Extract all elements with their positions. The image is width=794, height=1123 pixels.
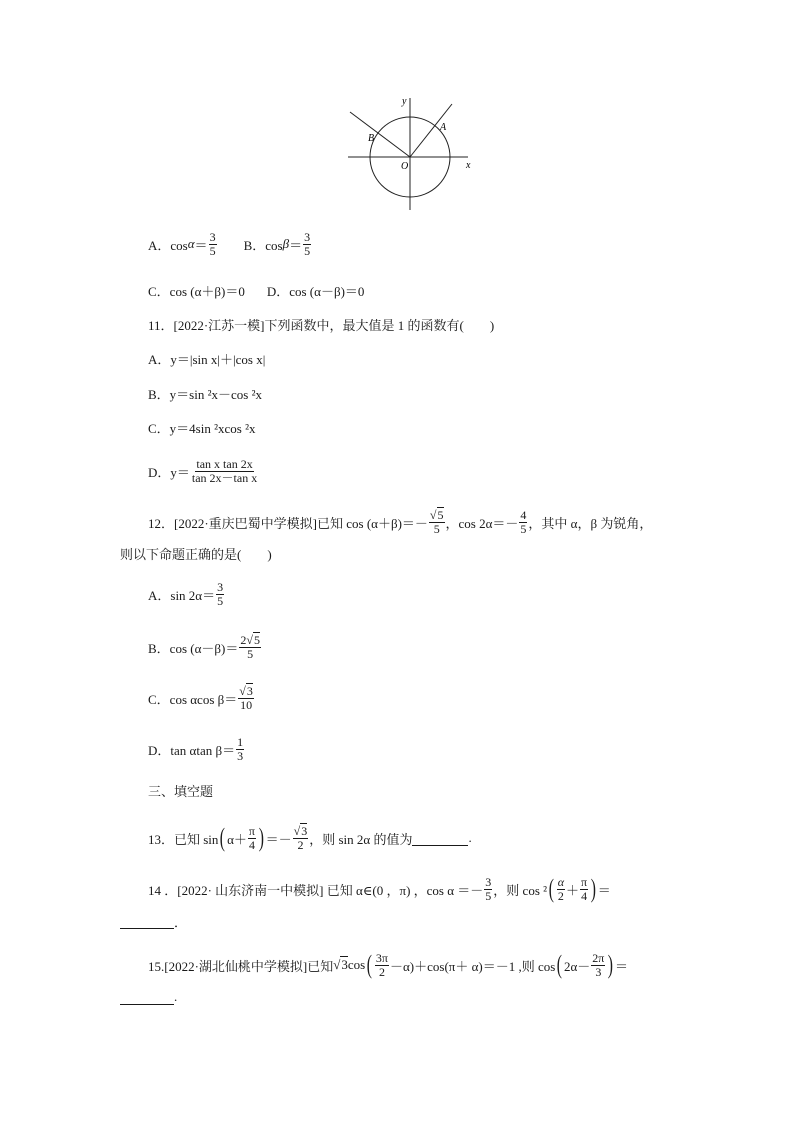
- q10-option-c: C．cos (α＋β)＝0: [148, 283, 245, 299]
- q12-stem-prefix: 12．[2022·重庆巴蜀中学模拟]已知 cos (α＋β)＝－: [148, 515, 428, 531]
- q12-stem-line1: [148, 507, 652, 537]
- denominator: 5: [485, 888, 492, 903]
- radicand: 5: [253, 632, 260, 647]
- left-paren: (: [220, 823, 226, 852]
- q11-option-a: [148, 343, 265, 373]
- q15-prefix: 15.[2022·湖北仙桃中学模拟]已知: [148, 958, 334, 974]
- denominator: 4: [581, 888, 588, 903]
- q11-option-c-text: C．y＝4sin ²xcos ²x: [148, 420, 256, 436]
- q15-end: .: [174, 989, 178, 1004]
- right-paren: ): [590, 874, 597, 903]
- q14-fraction-alpha: [557, 876, 565, 902]
- q10-option-b-var: β: [282, 236, 290, 251]
- q12-option-c-fraction: [238, 685, 254, 711]
- q13-rhs-fraction: [293, 825, 309, 851]
- q15-mid: －α)＋cos(π＋ α)＝－1 ,则 cos: [389, 958, 556, 974]
- q12-stem-fraction2: [519, 509, 527, 535]
- sqrt-sign: √3: [239, 683, 253, 698]
- q10-option-b-eq: ＝: [289, 237, 303, 253]
- denominator: 5: [304, 243, 311, 258]
- numerator: 3: [304, 229, 311, 244]
- radicand: 3: [246, 683, 253, 698]
- numerator: [238, 685, 254, 699]
- sqrt-sign: √5: [246, 632, 260, 647]
- q10-option-a-eq: ＝: [194, 237, 208, 253]
- sqrt-sign: √3: [333, 957, 348, 972]
- q13: [148, 823, 472, 853]
- q15-eq: ＝: [615, 958, 629, 974]
- radicand: 3: [301, 823, 308, 838]
- q12-option-c-prefix: C．cos αcos β＝: [148, 691, 238, 707]
- label-a: A: [440, 122, 447, 133]
- denominator: 3: [237, 748, 244, 763]
- ray-ob: [350, 112, 410, 157]
- q14: [148, 874, 611, 904]
- numerator: [429, 509, 445, 523]
- q10-options-cd: [148, 275, 364, 305]
- left-paren: (: [548, 874, 554, 903]
- q11-option-d-prefix: D．y＝: [148, 464, 190, 480]
- sqrt-sign: √3: [293, 823, 308, 838]
- q12-option-d: [148, 734, 245, 764]
- q12-option-b-prefix: B．cos (α－β)＝: [148, 640, 239, 656]
- label-x: x: [466, 160, 471, 171]
- q12-option-d-fraction: [236, 736, 244, 762]
- section-title-text: 三、填空题: [148, 783, 214, 799]
- q15-answer-blank[interactable]: [120, 990, 174, 1005]
- denominator: 2: [297, 837, 304, 852]
- q12-option-b: [148, 632, 262, 662]
- numerator: [293, 825, 309, 839]
- left-paren: (: [366, 950, 373, 979]
- q12-stem-fraction1: [429, 509, 445, 535]
- q13-inner-fraction: [248, 825, 256, 851]
- q15-fraction-1: [375, 952, 389, 978]
- q15-line2: [120, 982, 177, 1012]
- q11-option-d-fraction: [191, 458, 258, 484]
- q12-option-a-fraction: [216, 581, 224, 607]
- q10-option-b-fraction: [303, 231, 311, 257]
- q14-fraction-pi: [580, 876, 588, 902]
- q10-options-ab: [148, 229, 312, 259]
- numerator: 3: [485, 874, 492, 889]
- numerator: [239, 634, 261, 648]
- q14-prefix: 14 ．[2022· 山东济南一中模拟] 已知 α∈(0 ，π) ，cos α ＝－: [148, 882, 484, 898]
- q13-post: ，则 sin 2α 的值为: [309, 831, 413, 847]
- radicand: 3: [341, 957, 348, 972]
- q13-inner: α＋: [227, 831, 247, 847]
- coefficient: 2: [240, 632, 247, 647]
- denominator: 5: [217, 593, 224, 608]
- q11-option-b: [148, 378, 262, 408]
- q12-option-b-fraction: [239, 634, 261, 660]
- unit-circle-figure: [344, 92, 476, 214]
- q10-option-b-prefix: B．cos: [243, 237, 283, 253]
- label-o: O: [401, 161, 409, 172]
- q15-cos: cos: [347, 957, 366, 972]
- q11-option-b-text: B．y＝sin ²x－cos ²x: [148, 386, 262, 402]
- denominator: tan 2x－tan x: [191, 470, 258, 485]
- denominator: 5: [247, 646, 254, 661]
- sqrt-sign: √5: [429, 507, 444, 522]
- numerator: 1: [237, 734, 244, 749]
- q15: [148, 950, 628, 980]
- denominator: 2: [557, 888, 564, 903]
- q12-option-c: [148, 683, 255, 713]
- q11-stem: [148, 309, 494, 339]
- numerator: tan x tan 2x: [196, 456, 253, 471]
- denominator: 10: [240, 697, 253, 712]
- q12-option-a: [148, 579, 225, 609]
- numerator: π: [581, 874, 588, 889]
- q14-mid: ，则 cos ²: [493, 882, 548, 898]
- q13-answer-blank[interactable]: [412, 831, 468, 846]
- q12-stem-post: ，其中 α，β 为锐角，: [528, 515, 653, 531]
- q13-prefix: 13．已知 sin: [148, 831, 219, 847]
- q12-stem-mid: ，cos 2α＝－: [445, 515, 519, 531]
- section-fill-in-title: [148, 775, 213, 805]
- right-paren: ): [258, 823, 264, 852]
- denominator: 5: [520, 521, 527, 536]
- q12-option-a-prefix: A．sin 2α＝: [148, 587, 216, 603]
- q12-option-d-prefix: D．tan αtan β＝: [148, 742, 236, 758]
- q14-answer-blank[interactable]: [120, 914, 174, 929]
- denominator: 5: [433, 521, 440, 536]
- numerator: 3π: [375, 950, 388, 965]
- left-paren-2: (: [557, 950, 563, 979]
- q13-eq: ＝－: [265, 831, 292, 847]
- q10-option-a-prefix: A．cos: [148, 237, 188, 253]
- q11-stem-text: 11．[2022·江苏一模]下列函数中，最大值是 1 的函数有( ): [148, 317, 495, 333]
- q11-option-a-text: A．y＝|sin x|＋|cos x|: [148, 351, 266, 367]
- label-b: B: [368, 133, 375, 144]
- q13-end: .: [468, 830, 472, 845]
- q14-end: ．: [174, 914, 188, 930]
- denominator: 5: [209, 243, 216, 258]
- q11-option-c: [148, 412, 255, 442]
- label-y: y: [402, 96, 407, 107]
- numerator: π: [248, 823, 255, 838]
- numerator: α: [557, 874, 565, 889]
- q10-option-a-var: α: [187, 236, 195, 251]
- q14-line2: [120, 906, 187, 936]
- q14-plus: ＋: [566, 882, 580, 898]
- q14-eq: ＝: [597, 882, 611, 898]
- q14-fraction: [484, 876, 492, 902]
- q15-fraction-2: [591, 952, 605, 978]
- numerator: 4: [520, 507, 527, 522]
- q11-option-d: [148, 456, 259, 486]
- denominator: 4: [248, 837, 255, 852]
- q15-inner: 2α－: [563, 958, 591, 974]
- q10-option-a-fraction: [209, 231, 217, 257]
- denominator: 3: [595, 964, 602, 979]
- radicand: 5: [437, 507, 444, 522]
- numerator: 2π: [592, 950, 605, 965]
- q10-option-d: D．cos (α－β)＝0: [266, 283, 365, 299]
- q12-stem-line2: [120, 538, 272, 568]
- denominator: 2: [378, 964, 385, 979]
- q12-stem-line2-text: 则以下命题正确的是( ): [120, 546, 272, 562]
- numerator: 3: [217, 579, 224, 594]
- right-paren: ): [608, 950, 614, 979]
- numerator: 3: [209, 229, 216, 244]
